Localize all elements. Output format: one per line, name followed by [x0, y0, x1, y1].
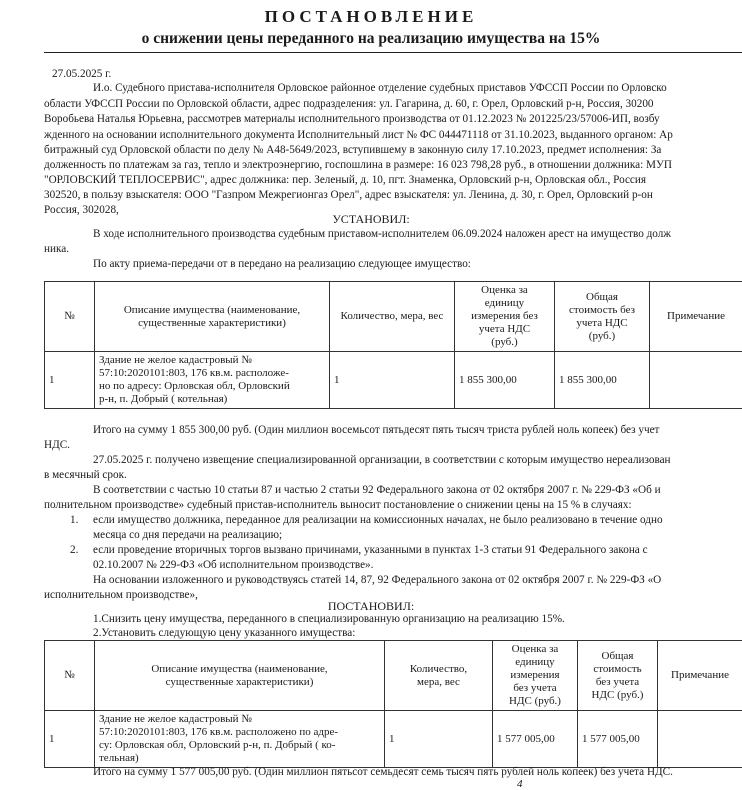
header-number: № — [45, 282, 95, 352]
header-description: Описание имущества (наименование, существенные характеристики) — [95, 641, 385, 711]
cell-total: 1 855 300,00 — [555, 352, 650, 409]
header-quantity: Количество, мера, вес — [385, 641, 493, 711]
text-line: 302520, в пользу взыскателя: ООО "Газпром Межрегионгаз Орел", адрес взыскателя: ул. Ленина, д. 30, г. Орел, Орловский р-он — [44, 189, 653, 202]
list-item-number: 2. — [70, 544, 78, 557]
text-line: жденного на основании исполнительного документа Исполнительный лист № ФС 044471118 от 31.10.2023, выданного органом: Ар — [44, 129, 673, 142]
text-line: По акту приема-передачи от в передано на реализацию следующее имущество: — [93, 258, 471, 271]
list-item: если имущество должника, переданное для реализации на комиссионных началах, не было реализовано в течение одно — [93, 514, 663, 527]
text-line: И.о. Судебного пристава-исполнителя Орловское районное отделение судебных приставов УФССП России по Орловско — [93, 82, 667, 95]
text-line: 27.05.2025 г. получено извещение специализированной организации, в соответствии с которым имущество нереализован — [93, 454, 671, 467]
header-unit-price: Оценка за единицу измерения без учета НДС (руб.) — [493, 641, 578, 711]
property-table-reduced — [44, 640, 742, 768]
cell-description: Здание не желое кадастровый № 57:10:2020101:803, 176 кв.м. расположено по адре- су: Орловская обл, Орловский р-н, п. Добрый ( ко- тельная) — [95, 711, 385, 768]
header-quantity: Количество, мера, вес — [330, 282, 455, 352]
handwritten-mark: 4 — [517, 778, 523, 790]
list-item: если проведение вторичных торгов вызвано причинами, указанными в пунктах 1-3 статьи 91 Федерального закона с — [93, 544, 648, 557]
list-item: 02.10.2007 № 229-ФЗ «Об исполнительном производстве». — [93, 559, 373, 572]
header-total: Общая стоимость без учета НДС (руб.) — [555, 282, 650, 352]
established-heading: УСТАНОВИЛ: — [0, 213, 742, 226]
text-line: В ходе исполнительного производства судебным приставом-исполнителем 06.09.2024 наложен арест на имущество долж — [93, 228, 671, 241]
document-title: ПОСТАНОВЛЕНИЕ — [0, 7, 742, 27]
text-line: ника. — [44, 243, 69, 256]
document-date: 27.05.2025 г. — [52, 68, 111, 81]
header-note: Примечание — [650, 282, 742, 352]
decided-heading: ПОСТАНОВИЛ: — [0, 600, 742, 613]
cell-unit-price: 1 577 005,00 — [493, 711, 578, 768]
table-row — [45, 711, 742, 768]
cell-total: 1 577 005,00 — [578, 711, 658, 768]
cell-note — [650, 352, 742, 409]
cell-description: Здание не желое кадастровый № 57:10:2020101:803, 176 кв.м. расположе- но по адресу: Орловская обл, Орловский р-н, п. Добрый ( котельная) — [95, 352, 330, 409]
text-line: На основании изложенного и руководствуясь статей 14, 87, 92 Федерального закона от 02 октября 2007 г. № 229-ФЗ «О — [93, 574, 661, 587]
text-line: Воробьева Наталья Юрьевна, рассмотрев материалы исполнительного производства от 01.12.2023 № 201225/23/57006-ИП, возбу — [44, 113, 660, 126]
text-line: битражный суд Орловской области по делу № А48-5649/2023, вступившему в законную силу 17.10.2023, предмет исполнения: За — [44, 144, 661, 157]
list-item: месяца со дня передачи на реализацию; — [93, 529, 282, 542]
text-line: "ОРЛОВСКИЙ ТЕПЛОСЕРВИС", адрес должника: пер. Зеленый, д. 10, пгт. Знаменка, Орловский р-н, Орловская обл., Россия — [44, 174, 646, 187]
table-header-row — [45, 282, 742, 352]
list-item-number: 1. — [70, 514, 78, 527]
header-total: Общая стоимость без учета НДС (руб.) — [578, 641, 658, 711]
table-row — [45, 352, 742, 409]
text-line: в месячный срок. — [44, 469, 127, 482]
text-line: исполнительном производстве», — [44, 589, 198, 602]
header-number: № — [45, 641, 95, 711]
total-initial: Итого на сумму 1 855 300,00 руб. (Один миллион восемьсот пятьдесят пять тысяч триста рублей ноль копеек) без учет — [93, 424, 659, 437]
header-unit-price: Оценка за единицу измерения без учета НДС (руб.) — [455, 282, 555, 352]
cell-unit-price: 1 855 300,00 — [455, 352, 555, 409]
text-line: В соответствии с частью 10 статьи 87 и частью 2 статьи 92 Федерального закона от 02 октября 2007 г. № 229-ФЗ «Об и — [93, 484, 661, 497]
text-line: 2.Установить следующую цену указанного имущества: — [93, 627, 355, 640]
document-subtitle: о снижении цены переданного на реализацию имущества на 15% — [0, 30, 742, 48]
text-line: полнительном производстве» судебный пристав-исполнитель выносит постановление о снижении цены на 15 % в случаях: — [44, 499, 632, 512]
cell-quantity: 1 — [385, 711, 493, 768]
header-note: Примечание — [658, 641, 742, 711]
text-line: области УФССП России по Орловской области, адрес подразделения: ул. Гагарина, д. 60, г. Орел, Орловский р-н, Россия, 30200 — [44, 98, 654, 111]
text-line: долженность по платежам за газ, тепло и электроэнергию, госпошлина в размере: 16 023 798,28 руб., в отношении должника: МУП — [44, 159, 672, 172]
cell-note — [658, 711, 742, 768]
header-rule — [44, 52, 742, 53]
cell-number: 1 — [45, 711, 95, 768]
text-line: Россия, 302028, — [44, 204, 119, 217]
cell-number: 1 — [45, 352, 95, 409]
property-table-initial — [44, 281, 742, 409]
table-header-row — [45, 641, 742, 711]
cell-quantity: 1 — [330, 352, 455, 409]
header-description: Описание имущества (наименование, существенные характеристики) — [95, 282, 330, 352]
text-line: НДС. — [44, 439, 70, 452]
text-line: 1.Снизить цену имущества, переданного в специализированную организацию на реализацию 15%. — [93, 613, 565, 626]
total-reduced: Итого на сумму 1 577 005,00 руб. (Один миллион пятьсот семьдесят семь тысяч пять рублей ноль копеек) без учета НДС. — [93, 766, 673, 779]
